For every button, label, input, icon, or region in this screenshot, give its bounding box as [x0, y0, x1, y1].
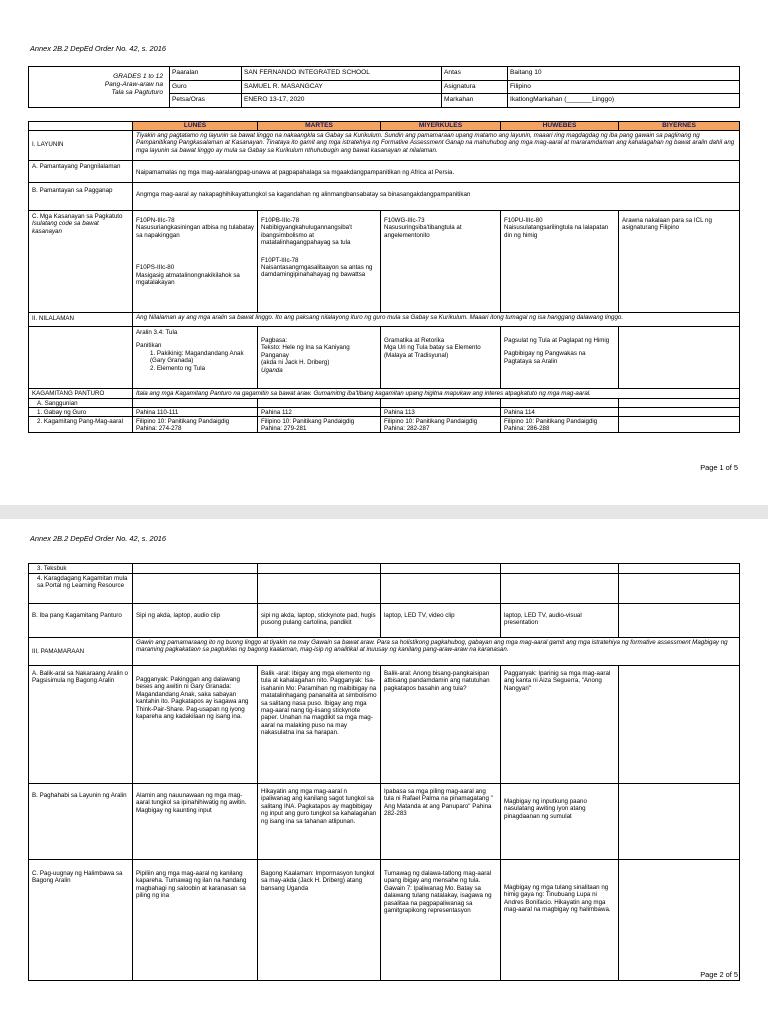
teksbuk-row: 3. Teksbuk	[29, 564, 739, 573]
page-number: Page 2 of 5	[700, 970, 738, 979]
day-biyernes: BIYERNES	[619, 122, 739, 130]
day-huwebes: HUWEBES	[501, 122, 619, 130]
header-row-paaralan: Paaralan SAN FERNANDO INTEGRATED SCHOOL Antas Baitang 10	[172, 69, 542, 76]
annex-title: Annex 2B.2 DepEd Order No. 42, s. 2016	[30, 534, 166, 543]
day-lunes: LUNES	[133, 122, 258, 130]
lesson-table-p1	[28, 121, 740, 433]
sanggunian-row: A. Sanggunian	[29, 398, 739, 407]
layunin-note: Tiyakin ang pagtatamo ng layunin sa bawat linggo na nakaangkla sa Gabay sa Kurikulum. Sundin ang pamamaraan upang matamo ang layunin, maaari ring magdagdag ng iba pang gawain sa paglinang ng Pampanitikang Pangkasalaman at Kasanayan. Tinataya ito gamit ang mga istratehiya ng Formative Assessment Ganap na mahuhubog ang mga mag-aaral at mararamdaman ang kahalagahan ng bawat aralin dahil ang mga layunin sa bawat linggo ay mula sa Gabay sa Kurikulum nthuhubugin ang bawat kasanayan at nilalaman.	[136, 132, 735, 154]
karagdagang-row: 4. Karagdagang Kagamitan mula sa Portal ng Learning Resource	[29, 573, 739, 603]
grades-label: GRADES 1 to 12 Pang-Araw-araw na Tala sa Pagtuturo	[104, 73, 163, 96]
layunin-label: I. LAYUNIN	[29, 131, 133, 160]
lesson-table-p2	[28, 563, 740, 981]
day-martes: MARTES	[258, 122, 381, 130]
layunin-row	[29, 130, 739, 160]
header-row-petsa: Petsa/Oras ENERO 13-17, 2020 Markahan IkatlongMarkahan (_______Linggo)	[169, 93, 739, 106]
pamamaraan-row: III. PAMAMARAAN Gawin ang pamamaraang ito ng buong linggo at tiyakin na may Gawain sa bawat araw. Para sa holistikong pagkahubog, gabayan ang mga mag-aaral gamit ang mga istratehiya ng formative assessment Magbigay ng maraming pagkakataon sa pagtuklas ng bagong kaalaman, mag-isip ng analitikal at inuusay ng kanilang pang-araw-araw na karanasan.	[29, 637, 739, 665]
balik-aral-row: A. Balik-aral sa Nakaraang Aralin o Pagsisimula ng Bagong Aralin Pagganyak: Pakinggan ang dalawang beses ang awitin ni Gary Granada: Magandandang Anak, saka sabayan kantahin ito. Pagkatapos ay isagawa ang Think-Pair-Share. Pag-usapan ng iyong kapareha ang kadakilaan ng isang ina. Balik -aral: Ibigay ang mga elemento ng tula at kahalagahan nito. Pagganyak: Isa-isahanin Mo: Paramihan ng maibibigay na matatalinhagang pananalita at simbolismo sa salitang nasa puso. Ibigay ang mga mag-aaral nang tig-iisang stickynote paper. Unahan na magdikit sa mga mag-aaral na malaking puso na may nakasulatna ina sa harapan. Balik-aral: Anong bisang-pangkaisipan atbisang pandamdamin ang natutuhan pagkatapos basahin ang tula? Pagganyak: Iparinig sa mga mag-aaral ang kanta ni Aiza Seguerra, "Anong Nangyari"	[29, 665, 739, 783]
page-1	[0, 0, 768, 505]
kasanayan-row: C. Mga Kasanayan sa Pagkatuto Isulatang code sa bawat kasanayan F10PN-IIIc-78 Nasusuriangkasiningan atbisa ng tulabatay sa napakinggan F10PS-IIIc-80 Masigasig atmatalinongnakikilahok sa mgatalakayan F10PB-IIIc-78 Nabibigyangkahulugannangsiba't ibangsimbolismo at matatalinhagangpahayag sa tula F10PT-IIIc-78 Naisantasangmgasalitaayon sa antas ng damdamingipinahahayag ng bawattsa F10WG-IIIc-73 Nasusuringsiba'tibangtula at angelementonito F10PU-IIIc-80 Naisusulatangsarilingtula na lalapatan din ng himig Arawna nakalaan para sa ICL ng asignaturang Filipino	[29, 210, 739, 312]
pamantayan-sa-pagganap-row: B. Pamantayan sa Pagganap Angmga mag-aaral ay nakapaghihikayattungkol sa kagandahan ng alinmangbansabatay sa binasangakdangpampanitikan	[29, 182, 739, 210]
header-row-guro: Guro SAMUEL R. MASANGCAY Asignatura Filipino	[169, 80, 739, 93]
paghahabi-row: B. Paghahabi sa Layunin ng Aralin Alamin ang nauunawaan ng mga mag-aaral tungkol sa ipinahihiwatig ng awitin. Magbigay ng kaunting input Hikayatin ang mga mag-aaral n ipaliwanag ang kanilang sagot tungkol sa salitang INA. Pagkatapos ay magbibigay ng input ang guro tungkol sa kahalagahan ng isang ina sa tahanan atlipunan. Ipabasa sa mga piling mag-aaral ang tula ni Rafael Palma na pinamagatang " Ang Matanda at ang Panuparo" Pahina 282-283 Magbigay ng inputkung paano nasulatang awiting iyon atang pinagdaanan ng sumulat	[29, 783, 739, 859]
day-header-row	[29, 122, 739, 130]
gabay-row: 1. Gabay ng Guro Pahina 110-111 Pahina 112 Pahina 113 Pahina 114	[29, 407, 739, 416]
page-number: Page 1 of 5	[700, 463, 738, 472]
pamantayang-pangnilalaman-row: A. Pamantayang Pangnilalaman Naipamamalas ng mga mag-aaralangpag-unawa at pagpapahalaga sa mgaakdangpampanitikan ng Africa at Persia.	[29, 160, 739, 182]
header-table	[28, 66, 740, 108]
page-gap	[0, 505, 768, 519]
page-2	[0, 519, 768, 1024]
kagamitang-pang-mag-aaral-row: 2. Kagamitang Pang-Mag-aaral Filipino 10: Panitikang Pandaigdig Pahina: 274-278 Filipino 10: Panitikang Pandaigdig Pahina: 279-281 Filipino 10: Panitikang Pandaigdig Pahina: 282-287 Filipino 10: Panitikang Pandaigdig Pahina: 286-288	[29, 416, 739, 433]
annex-title: Annex 2B.2 DepEd Order No. 42, s. 2016	[30, 44, 166, 53]
kagamitang-row: KAGAMITANG PANTURO Itala ang mga Kagamitang Panturo na gagamitin sa bawat araw. Gumamitng iba'tibang kagamitan upang higitna mapukaw ang interes atpagkatuto ng mga mag-aaral.	[29, 388, 739, 398]
iba-pang-kagamitan-row: B. Iba pang Kagamitang Panturo Sipi ng akda, laptop, audio clip sipi ng akda, laptop, stickynote pad, hugis pusong pulang cartolina, pandikit laptop, LED TV, video clip laptop, LED TV, audio-visual presentation	[29, 603, 739, 637]
pag-uugnay-row: C. Pag-uugnay ng Halimbawa sa Bagong Aralin Pipiliin ang mga mag-aaral ng kanilang kapareha. Tumawag ng ilan na handang magbahagi ng saloobin at karanasan sa piling ng ina Bagong Kaalaman: Impormasyon tungkol sa may-akda (Jack H. Driberg) atang bansang Uganda Tumawag ng dalawa-tatlong mag-aaral upang ibigay ang mensahe ng tula. Gawain 7: Ipaliwanag Mo. Batay sa dalawang tulang natalakay, isagawa ng pasalitaa na pagpapaliwanag sa gamitgrapikong representasyon Magbigay ng mga tulang sinalitaan ng himig gaya ng: Tinubuang Lupa ni Andres Bonifacio. Hikayatin ang mga mag-aaral na magbigay ng halimbawa.	[29, 859, 739, 981]
day-miyerkules: MIYERKULES	[381, 122, 501, 130]
nilalaman-row: II. NILALAMAN Ang Nilalaman ay ang mga aralin sa bawat linggo. Ito ang paksang nilalayong ituro ng guro mula sa Gabay sa Kurikulum. Maaari itong tumagal ng isa hanggang dalawang linggo.	[29, 312, 739, 326]
nilalaman-content-row: Aralin 3.4: Tula Panitikan 1. Pakikinig: Magandandang Anak (Gary Granada) 2. Elemento ng Tula Pagbasa: Teksto: Hele ng Ina sa Kaniyang Panganay (akda ni Jack H. Driberg) Uganda Gramatika at Retorika Mga Uri ng Tula batay sa Elemento (Malaya at Tradisyunal) Pagsulat ng Tula at Paglapat ng Himig Pagbibigay ng Pangwakas na Pagtataya sa Aralin	[29, 326, 739, 388]
